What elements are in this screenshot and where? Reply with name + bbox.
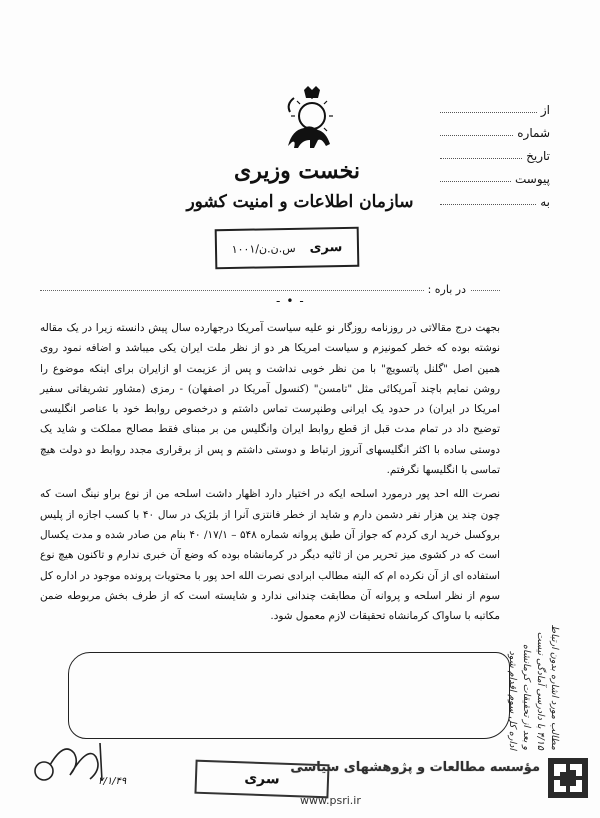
margin-note-line: و بعد از تحقیقات کرمانشاه xyxy=(521,644,532,750)
meta-field-to: به xyxy=(440,186,550,209)
handwritten-margin-note xyxy=(505,380,561,750)
stamp-number: ۱۰۰۱/س.ن.ن xyxy=(231,241,296,256)
ministry-title: نخست وزیری xyxy=(234,158,360,184)
institute-logo-icon xyxy=(546,756,590,800)
handwritten-date: ۲/۱/۴۹ xyxy=(98,776,127,787)
margin-note-line: ۴/۱۵ با دادرسی آمادگی نیست xyxy=(535,631,546,750)
subject-label: در باره : xyxy=(424,283,470,296)
margin-note-line: اداره کل سوم اقدام شود xyxy=(507,650,518,750)
institute-name-watermark: مؤسسه مطالعات و پژوهشهای سیاسی xyxy=(290,760,540,775)
confidential-stamp xyxy=(215,227,360,270)
meta-field-from: از xyxy=(440,94,550,117)
stamp-text: سری xyxy=(309,239,343,256)
separator-mark: -•- xyxy=(276,294,310,308)
lion-and-sun-emblem-icon xyxy=(280,84,340,154)
body-paragraph: نصرت الله احد پور درمورد اسلحه ایکه در اختیار دارد اظهار داشت اسلحه من از نوع براو نینگ است که چون چند ین هزار نفر دشمن دارم و شاید از خطر فانتزی آنرا از بلژیک در سال ۴۰ با کسب اجازه از پلیس بروکسل خرید اری کردم که جواز آن طبق پروانه شماره ۵۴۸ – ۱۷/۱/ ۴۰ بنام من صادر شده و مدت یکسال است که در کشوی میز تحریر من از ثاثیه دیگر در کرمانشاه بوده که وضع آن خبری ندارم و تاکنون هیچ نوع استفاده ای از آن نکرده ام که البته مطالب ابرادی نصرت الله احد پور با محتویات پرونده موجود در اداره کل سوم از نظر اسلحه و پروانه آن مطابقت چندانی ندارد و شایسته است که از طرف بخش مربوطه ضمن مکاتبه با ساواک کرمانشاه تحقیقات لازم معمول شود. xyxy=(40,488,500,623)
institute-url: www.psri.ir xyxy=(300,794,361,807)
margin-note-line: مطالب مورد اشاره بدون ارتباط xyxy=(549,624,560,750)
meta-field-date: تاریخ xyxy=(440,140,550,163)
document-body xyxy=(40,318,500,630)
handwritten-enclosure-mark xyxy=(68,652,510,739)
bottom-confidential-stamp: سری xyxy=(194,760,329,799)
organization-title: سازمان اطلاعات و امنیت کشور xyxy=(186,192,414,212)
meta-field-number: شماره xyxy=(440,117,550,140)
body-paragraph: بجهت درج مقالاتی در روزنامه روزگار نو علیه سیاست آمریکا درجهارده سال پیش دانسته زیرا در یک مقاله نوشته بوده که خطر کمونیزم و سیاست امریکا هر دو از نظر ملت ایران یکی میباشد و اضافه نمود روی همین اصل "گلنل پاتسویچ" با من نظر خوبی نداشت و پس از عزیمت او ازایران برای اینکه موضوع را روشن نمایم باچند آمریکائی مثل "تامسن" (کنسول آمریکا در اصفهان) - رمزی (مشاور تشریفاتی سفیر امریکا در ایران) در حدود یک ایرانی وطنپرست تماس داشتم و درخصوص روابط خود با عناصر انگلیسی توضیح داد در تمام مدت قبل از قطع روابط ایران وانگلیس من بر مبنای فقط مصالح مملکت و شاید یک دوستی ساده با اکثر انگلیسهای آنروز ارتباط و دوستی داشتم و پس از برقراری مجدد روابط دو دولت هیچ تماسی با انگلیسها نگرفتم. xyxy=(40,322,500,477)
meta-field-attachment: پیوست xyxy=(440,163,550,186)
document-meta-fields xyxy=(440,94,550,209)
